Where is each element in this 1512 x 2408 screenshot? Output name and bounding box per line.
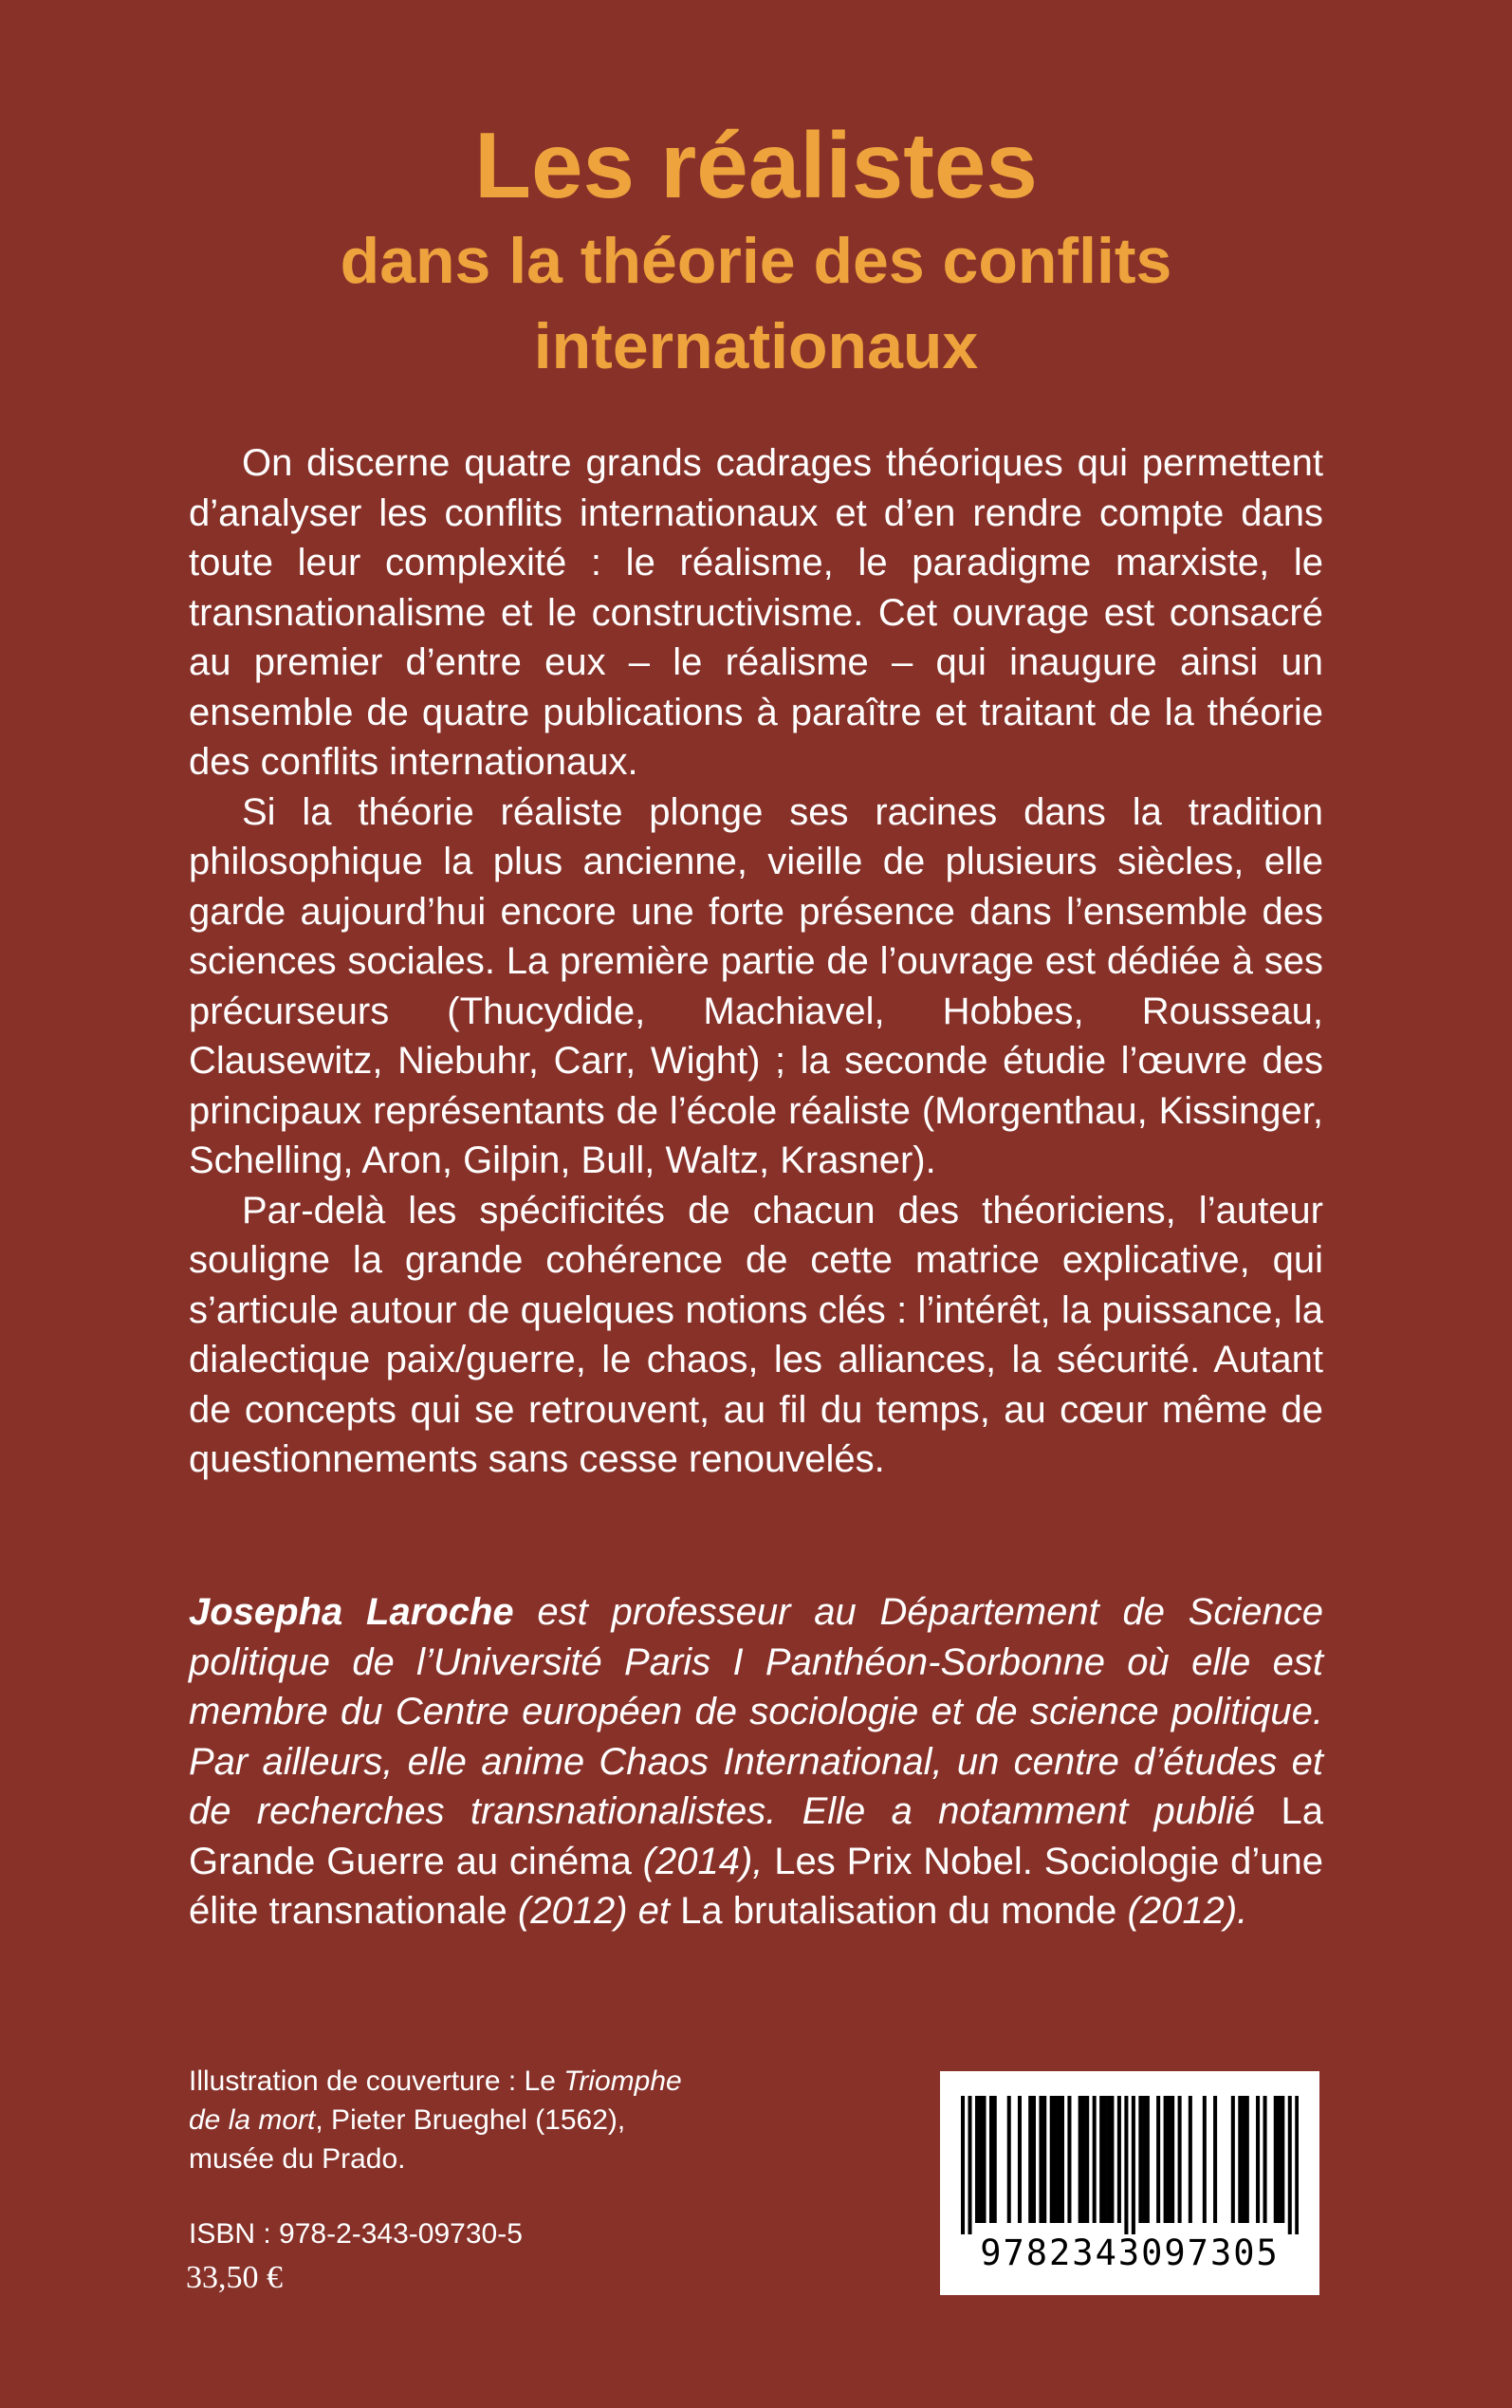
credit-museum: musée du Prado. [189,2143,406,2175]
book-year-2: (2012) et [507,1890,681,1932]
barcode-bar [968,2096,971,2234]
barcode-bar [993,2096,997,2223]
barcode-bar [1278,2096,1282,2223]
cover-credit [189,2062,796,2178]
book-year-3: (2012). [1116,1890,1248,1932]
barcode-bar [1288,2096,1292,2234]
credit-work-title-part-1: Triomphe [563,2065,682,2097]
barcode-bar [1057,2096,1060,2223]
blurb-paragraph-2: Si la théorie réaliste plonge ses racines dans la tradition philosophique la plus ancienne, vieille de plusieurs siècles, elle garde aujourd’hui encore une forte présence dans l’ensemble des sciences sociales. La première partie de l’ouvrage est dédiée à ses précurseurs (Thucydide, Machiavel, Hobbes, Rousseau, Clausewitz, Niebuhr, Carr, Wight) ; la seconde étudie l’œuvre des principaux représentants de l’école réaliste (Morgenthau, Kissinger, Schelling, Aron, Gilpin, Bull, Waltz, Krasner). [189,790,1323,1181]
barcode-bar [1138,2096,1142,2223]
barcode-bar [1018,2096,1022,2223]
book-title: Les réalistes [474,113,1038,217]
barcode-bar [1164,2096,1168,2223]
barcode-bar [1132,2096,1135,2234]
barcode-bar [1053,2096,1057,2223]
barcode-bar [1085,2096,1089,2223]
barcode-bar [1110,2096,1114,2223]
barcode-bar [979,2096,983,2223]
barcode-bar [1242,2096,1245,2223]
barcode-bar [1081,2096,1085,2223]
barcode-bar [1032,2096,1036,2223]
barcode-bar [1171,2096,1174,2223]
bio-text: est professeur au Département de Science politique de l’Université Paris I Panthéon-Sorbonne où elle est membre du Centre européen de sociologie et de science politique. Par ailleurs, elle anime Chaos International, un centre d’études et de recherches transnationalistes. Elle a notamment publié [189,1591,1323,1832]
barcode-bar [1103,2096,1107,2223]
book-title-1: La Grande Guerre au cinéma [189,1790,1323,1882]
barcode-bar [1178,2096,1182,2223]
barcode-bar [1156,2096,1160,2223]
barcode-bar [1256,2096,1260,2223]
barcode-bar [1167,2096,1171,2223]
barcode-bar [1274,2096,1278,2223]
barcode-bar [1067,2096,1071,2223]
barcode-bar [989,2096,993,2223]
book-title-2: Les Prix Nobel. Sociologie d’une élite transnationale [189,1840,1324,1932]
blurb [189,438,1323,1485]
barcode-bar [1281,2096,1284,2223]
barcode-bar [1213,2096,1217,2223]
book-title-3: La brutalisation du monde [680,1890,1117,1932]
barcode-bar [961,2096,965,2234]
barcode-bar [1079,2096,1082,2223]
author-bio [189,1587,1323,1936]
barcode-number: 9782343097305 [980,2232,1280,2273]
book-subtitle-line-1: dans la théorie des conflits [340,225,1172,297]
barcode-bar [1203,2096,1207,2223]
credit-work-title-part-2: de la mort [189,2104,316,2136]
book-subtitle-line-2: internationaux [533,310,979,382]
barcode [940,2071,1319,2295]
barcode-bar [975,2096,979,2223]
barcode-bar [1093,2096,1097,2223]
barcode-bar [1050,2096,1054,2223]
barcode-bar [1142,2096,1146,2223]
price: 33,50 € [186,2260,283,2295]
blurb-paragraph-1: On discerne quatre grands cadrages théoriques qui permettent d’analyser les conflits internationaux et d’en rendre compte dans toute leur complexité : le réalisme, le paradigme marxiste, le transnationalisme et le constructivisme. Cet ouvrage est consacré au premier d’entre eux – le réalisme – qui inaugure ainsi un ensemble de quatre publications à paraître et traitant de la théorie des conflits internationaux. [189,442,1323,783]
barcode-bar [1099,2096,1103,2223]
isbn: ISBN : 978-2-343-09730-5 [189,2218,523,2250]
barcode-bar [1117,2096,1121,2223]
barcode-bar [1039,2096,1042,2223]
barcode-bar [1263,2096,1267,2223]
barcode-bar [1107,2096,1111,2223]
barcode-bar [1124,2096,1128,2234]
barcode-bar [982,2096,986,2223]
barcode-bar [1060,2096,1064,2223]
barcode-bar [1042,2096,1046,2223]
credit-prefix: Illustration de couverture : Le [189,2065,564,2097]
barcode-bar [1245,2096,1249,2223]
barcode-bar [1007,2096,1011,2223]
blurb-paragraph-3: Par-delà les spécificités de chacun des théoriciens, l’auteur souligne la grande cohérence de cette matrice explicative, qui s’articule autour de quelques notions clés : l’intérêt, la puissance, la dialectique paix/guerre, le chaos, les alliances, la sécurité. Autant de concepts qui se retrouvent, au fil du temps, au cœur même de questionnements sans cesse renouvelés. [189,1189,1323,1480]
barcode-bar [1146,2096,1150,2223]
book-year-1: (2014), [631,1840,775,1882]
author-name: Josepha Laroche [189,1591,514,1633]
barcode-bars [961,2096,1299,2234]
barcode-bar [1189,2096,1192,2223]
barcode-bar [1295,2096,1299,2234]
credit-suffix: , Pieter Brueghel (1562), [315,2104,626,2136]
title-block [0,112,1512,389]
barcode-bar [1231,2096,1235,2223]
barcode-bar [1028,2096,1032,2223]
barcode-bar [1238,2096,1242,2223]
